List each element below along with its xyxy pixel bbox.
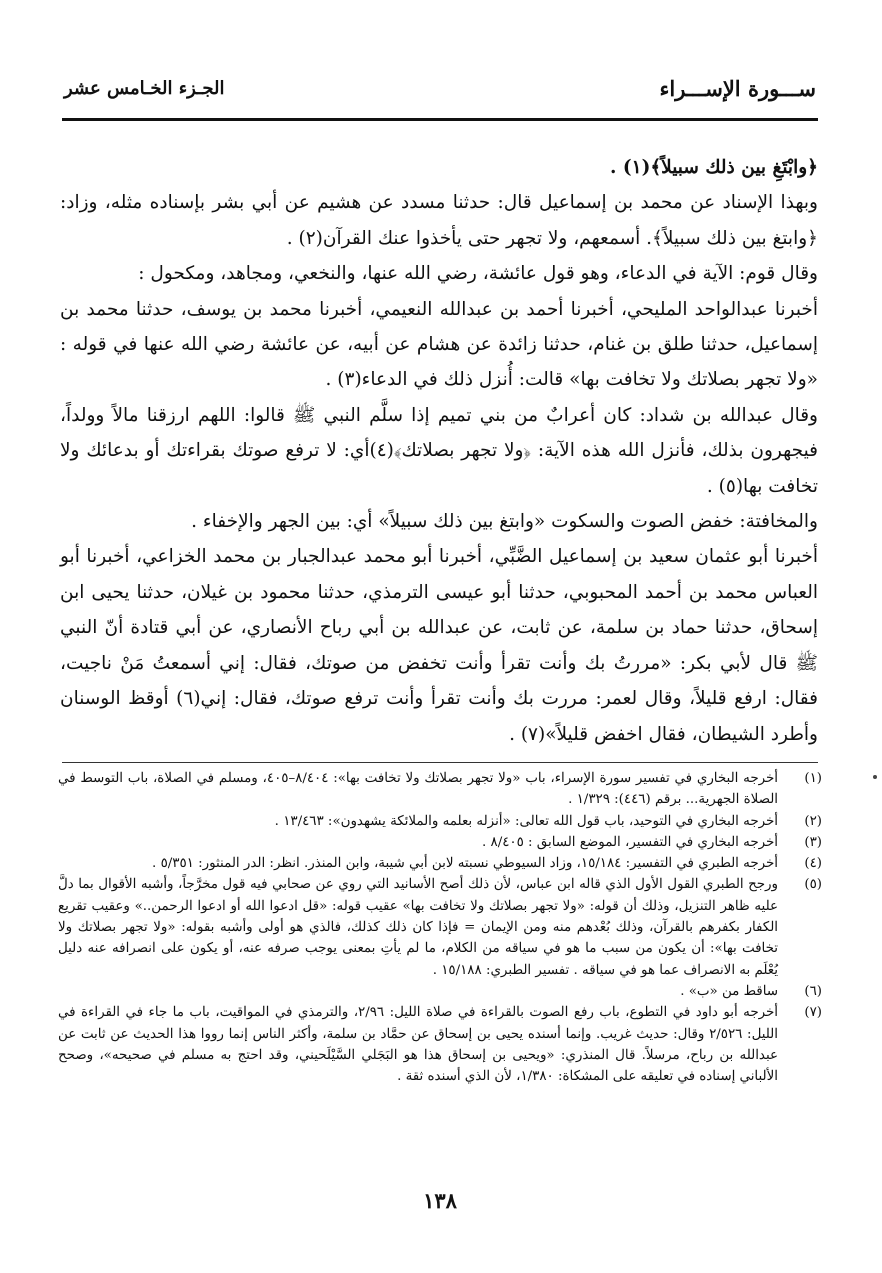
footnote bbox=[58, 1002, 822, 1087]
text-paragraph: وقال قوم: الآية في الدعاء، وهو قول عائشة، رضي الله عنها، والنخعي، ومجاهد، ومكحول : bbox=[138, 263, 818, 285]
footnote-text: أخرجه البخاري في التفسير، الموضع السابق : ٨/٤٠٥ . bbox=[481, 834, 778, 850]
surah-title: ســـورة الإســـراء bbox=[659, 76, 816, 101]
footnote bbox=[58, 768, 822, 811]
text-paragraph: والمخافتة: خفض الصوت والسكوت «وابتغ بين ذلك سبيلاً» أي: بين الجهر والإخفاء . bbox=[191, 511, 818, 533]
main-text bbox=[60, 150, 818, 752]
juz-title: الجـزء الخـامس عشر bbox=[64, 78, 225, 99]
footnote-text: أخرجه البخاري في تفسير سورة الإسراء، باب «ولا تجهر بصلاتك ولا تخافت بها»: ٨/٤٠٤–٤٠٥، ومسلم في الصلاة، باب التوسط في الصلاة الجهرية... برقم (٤٤٦): ١/٣٢٩ . bbox=[58, 771, 778, 808]
text-paragraph: وقال عبدالله بن شداد: كان أعرابٌ من بني تميم إذا سلَّم النبي ﷺ قالوا: اللهم ارزقنا مالاً وولداً، فيجهرون بذلك، فأنزل الله هذه الآية: ﴿ولا تجهر بصلاتك﴾(٤)أي: لا ترفع صوتك بقراءتك أو بدعائك ولا تخافت بها(٥) . bbox=[60, 404, 819, 497]
footnote-text: أخرجه البخاري في التوحيد، باب قول الله تعالى: «أنزله بعلمه والملائكة يشهدون»: ١٣/٤٦٣ . bbox=[274, 813, 778, 829]
footnote-number: (٥) bbox=[804, 877, 822, 893]
footnote bbox=[58, 853, 822, 874]
footnote-number: (٦) bbox=[804, 983, 822, 999]
footnote-number: (١) bbox=[804, 771, 822, 786]
footnote-text: ساقط من «ب» . bbox=[680, 983, 778, 999]
header-rule bbox=[62, 118, 818, 121]
footnote bbox=[58, 981, 822, 1002]
running-header bbox=[64, 76, 816, 110]
footnote-number: (٧) bbox=[804, 1005, 822, 1021]
page-number: ١٣٨ bbox=[423, 1188, 457, 1213]
footnotes bbox=[58, 768, 822, 1087]
footnote-text: أخرجه أبو داود في التطوع، باب رفع الصوت بالقراءة في صلاة الليل: ٢/٩٦، والترمذي في المواقيت، باب ما جاء في القراءة في الليل: ٢/٥٢٦ وقال: حديث غريب. وإنما أسنده يحيى بن إسحاق عن حمَّاد بن سلمة، وأكثر الناس إنما رووا هذا الحديث عن ثابت عن عبدالله بن رباح، مرسلاً. قال المنذري: «ويحيى بن إسحاق هذا هو البَجَلي السَّيْلَحيني، وقد احتج به مسلم في صحيحه»، وصحح الألباني إسناده في تعليقه على المشكاة: ١/٣٨٠، لأن الذي أسنده ثقة . bbox=[58, 1005, 778, 1085]
text-paragraph: أخبرنا أبو عثمان سعيد بن إسماعيل الضَّبِّي، أخبرنا أبو محمد عبدالجبار بن محمد الخزاعي، أخبرنا أبو العباس محمد بن أحمد المحبوبي، حدثنا أبو عيسى الترمذي، حدثنا محمود بن غيلان، حدثنا يحيى ابن إسحاق، حدثنا حماد بن سلمة، عن ثابت، عن عبدالله بن أبي رباح الأنصاري، عن أبي قتادة أنّ النبي ﷺ قال لأبي بكر: «مررتُ بك وأنت تقرأ وأنت تخفض من صوتك، فقال: إني أسمعتُ مَنْ ناجيت، فقال: ارفع قليلاً، وقال لعمر: مررت بك وأنت تقرأ وأنت ترفع صوتك، فقال: إني(٦) أوقظ الوسنان وأطرد الشيطان، فقال اخفض قليلاً»(٧) . bbox=[60, 546, 818, 745]
footnote-number: (٢) bbox=[804, 813, 822, 829]
verse-paragraph: ﴿وابْتَغِ بين ذلك سبيلاً﴾(١) . bbox=[610, 157, 818, 178]
footnote bbox=[58, 874, 822, 980]
footnote-number: (٣) bbox=[804, 834, 822, 850]
footnote-rule bbox=[62, 762, 818, 763]
scan-speck bbox=[873, 775, 877, 779]
footnote bbox=[58, 832, 822, 853]
footnote bbox=[58, 811, 822, 832]
footnote-text: أخرجه الطبري في التفسير: ١٥/١٨٤، وزاد السيوطي نسبته لابن أبي شيبة، وابن المنذر. انظر: الدر المنثور: ٥/٣٥١ . bbox=[152, 856, 778, 872]
text-paragraph: وبهذا الإسناد عن محمد بن إسماعيل قال: حدثنا مسدد عن هشيم عن أبي بشر بإسناده مثله، وزاد: ﴿وابتغ بين ذلك سبيلاً﴾. أسمعهم، ولا تجهر حتى يأخذوا عنك القرآن(٢) . bbox=[60, 192, 818, 249]
text-paragraph: أخبرنا عبدالواحد المليحي، أخبرنا أحمد بن عبدالله النعيمي، أخبرنا محمد بن يوسف، حدثنا محمد بن إسماعيل، حدثنا طلق بن غنام، حدثنا زائدة عن هشام عن أبيه، عن عائشة رضي الله عنها في قوله : «ولا تجهر بصلاتك ولا تخافت بها» قالت: أُنزل ذلك في الدعاء(٣) . bbox=[60, 298, 818, 391]
footnote-text: ورجح الطبري القول الأول الذي قاله ابن عباس، لأن ذلك أصح الأسانيد التي روي عن صحابي فيه قول مخرَّجاً، وأشبه الأقوال بما دلَّ عليه ظاهر التنزيل، وذلك أن قوله: «ولا تجهر بصلاتك ولا تخافت بها» عقيب قوله: «قل ادعوا الله أو ادعوا الرحمن..» وعقيب تقريع الكفار بكفرهم بالقرآن، وذلك بُعْدهم منه ومن الإيمان = فإذا كان ذلك كذلك، فالذي هو أولى وأشبه بقوله: «ولا تجهر بصلاتك ولا تخافت بها»: أن يكون من سبب ما هو في سياقه من الكلام، ما لم يأتِ بمعنى يوجب صرفه عنه، أو يكون على انصرافه عنه دليل يُعْلَم به الانصراف عما هو في سياقه . تفسير الطبري: ١٥/١٨٨ . bbox=[58, 877, 778, 978]
footnote-number: (٤) bbox=[804, 856, 822, 872]
